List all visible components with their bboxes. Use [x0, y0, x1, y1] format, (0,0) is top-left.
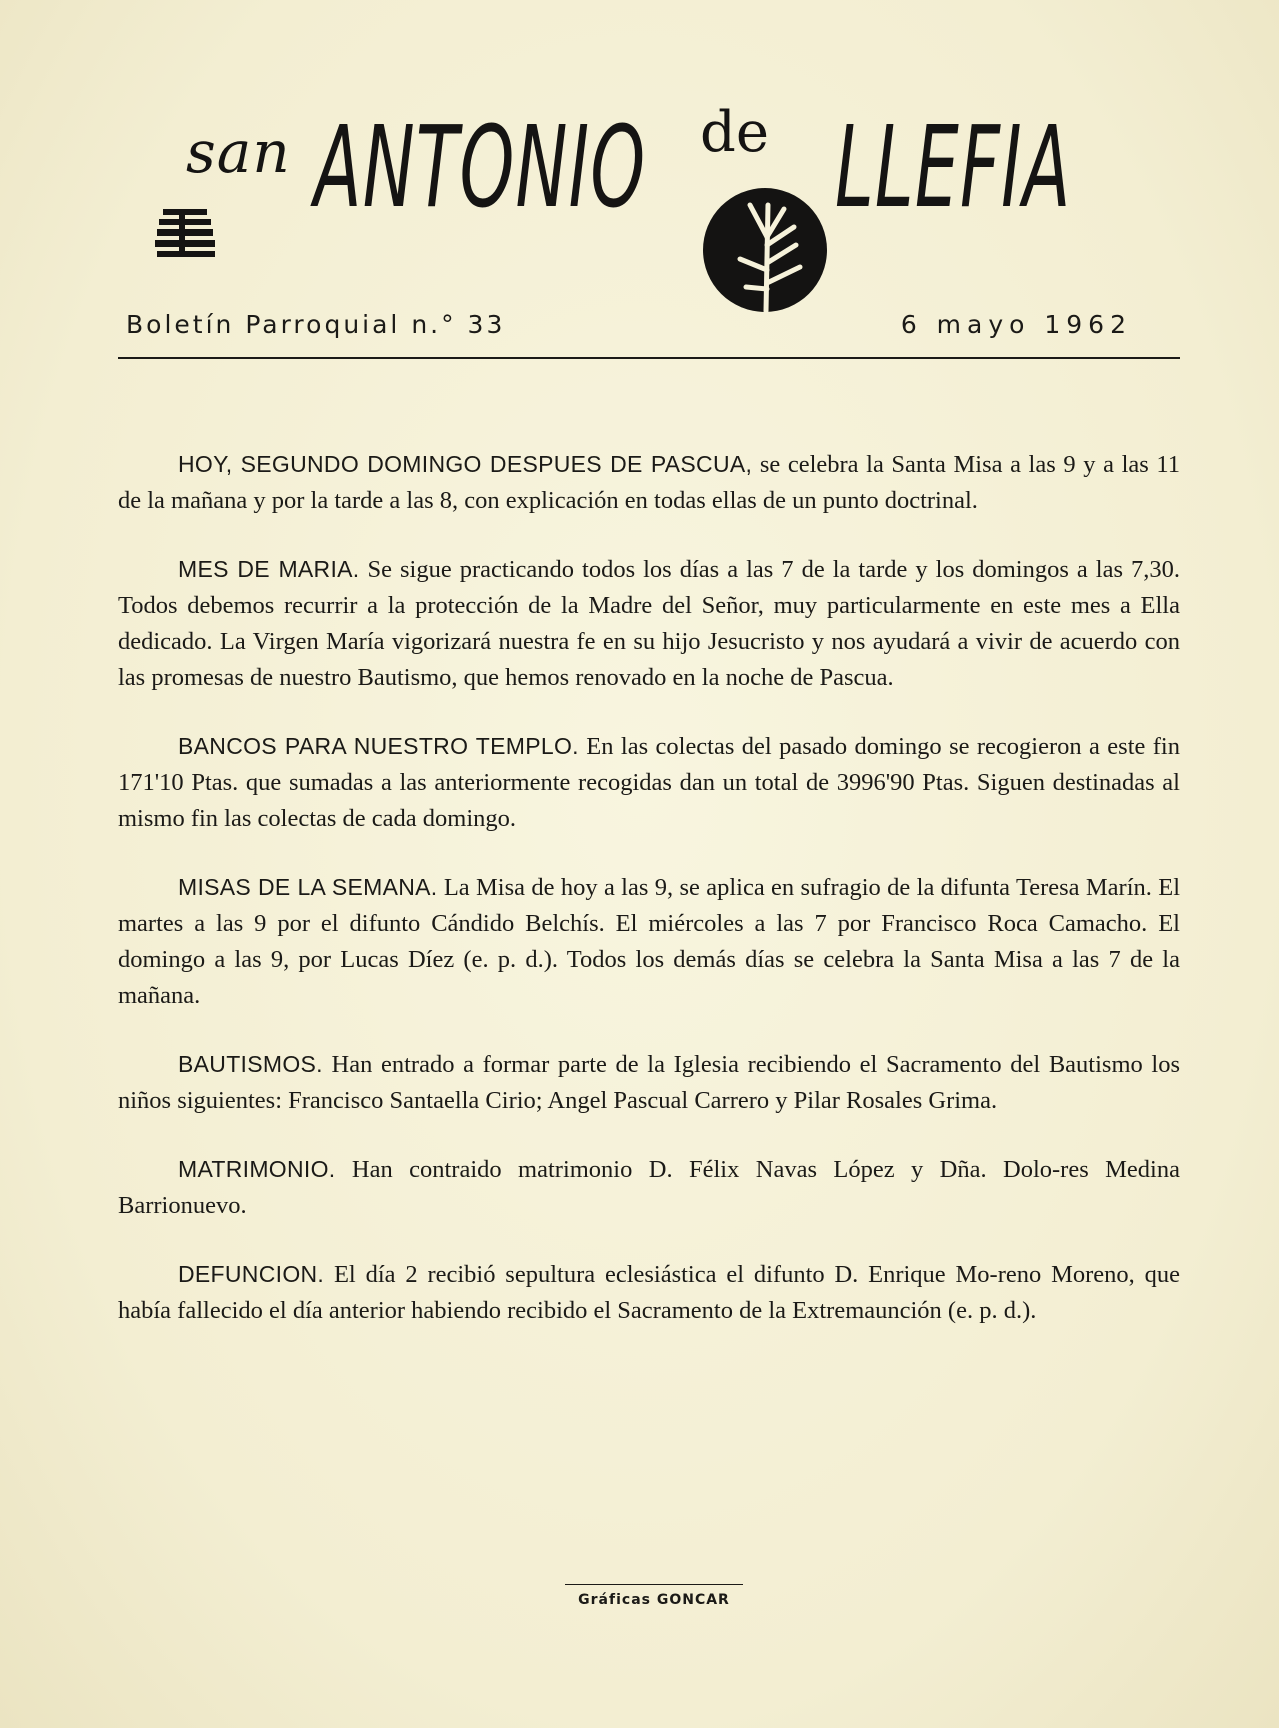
notice-text: El día 2 recibió sepultura eclesiástica el difunto D. Enrique Mo-reno Moreno, que había fallecido el día anterior habiendo recibido el Sacramento de la Extremaunción (e. p. d.).	[118, 1261, 1180, 1324]
title-llefia: LLEFIA	[835, 103, 1072, 233]
title-san: san	[186, 118, 291, 186]
notice-text: se celebra la Santa Misa a las 9 y a las 11 de la mañana y por la tarde a las 8, con explicación en todas ellas de un punto doctrinal.	[118, 451, 1180, 514]
notice-temple-benches	[118, 728, 1180, 837]
notice-text: Han entrado a formar parte de la Iglesia recibiendo el Sacramento del Bautismo los niños siguientes: Francisco Santaella Cirio; Angel Pascual Carrero y Pilar Rosales Grima.	[118, 1051, 1180, 1114]
notice-heading: DEFUNCION.	[178, 1261, 325, 1287]
notice-heading: HOY, SEGUNDO DOMINGO DESPUES DE PASCUA,	[178, 451, 753, 477]
masthead-stripes-icon	[155, 205, 221, 261]
notice-baptisms	[118, 1046, 1180, 1119]
notice-sunday-mass	[118, 446, 1180, 519]
notice-text: Se sigue practicando todos los días a las 7 de la tarde y los domingos a las 7,30. Todos debemos recurrir a la protección de la Madre del Señor, muy particularmente en este mes a Ella dedicado. La Virgen María vigorizará nuestra fe en su hijo Jesucristo y nos ayudará a vivir de acuerdo con las promesas de nuestro Bautismo, que hemos renovado en la noche de Pascua.	[118, 556, 1181, 691]
masthead	[0, 0, 1279, 370]
palm-branch-emblem-icon	[690, 175, 840, 325]
notice-weekly-masses	[118, 869, 1180, 1014]
notice-heading: MES DE MARIA.	[178, 556, 360, 582]
masthead-divider	[118, 357, 1180, 359]
bulletin-content	[118, 446, 1180, 1361]
notice-month-of-mary	[118, 551, 1180, 696]
title-de: de	[700, 100, 769, 165]
printer-credit: Gráficas GONCAR	[578, 1592, 730, 1608]
notice-text: En las colectas del pasado domingo se recogieron a este fin 171'10 Ptas. que sumadas a las anteriormente recogidas dan un total de 3996'90 Ptas. Siguen destinadas al mismo fin las colectas de cada domingo.	[118, 733, 1180, 832]
notice-heading: MISAS DE LA SEMANA.	[178, 874, 438, 900]
notice-marriage	[118, 1151, 1180, 1224]
notice-death	[118, 1256, 1180, 1329]
bulletin-date: 6 mayo 1962	[900, 310, 1132, 339]
notice-heading: MATRIMONIO.	[178, 1156, 336, 1182]
notice-heading: BANCOS PARA NUESTRO TEMPLO.	[178, 733, 579, 759]
printer-rule	[565, 1584, 743, 1585]
bulletin-number: Boletín Parroquial n.° 33	[126, 310, 506, 339]
notice-heading: BAUTISMOS.	[178, 1051, 323, 1077]
notice-text: Han contraido matrimonio D. Félix Navas López y Dña. Dolo-res Medina Barrionuevo.	[118, 1156, 1180, 1219]
title-antonio: ANTONIO	[314, 103, 647, 233]
notice-text: La Misa de hoy a las 9, se aplica en sufragio de la difunta Teresa Marín. El martes a las 9 por el difunto Cándido Belchís. El miércoles a las 7 por Francisco Roca Camacho. El domingo a las 9, por Lucas Díez (e. p. d.). Todos los demás días se celebra la Santa Misa a las 7 de la mañana.	[118, 874, 1181, 1009]
